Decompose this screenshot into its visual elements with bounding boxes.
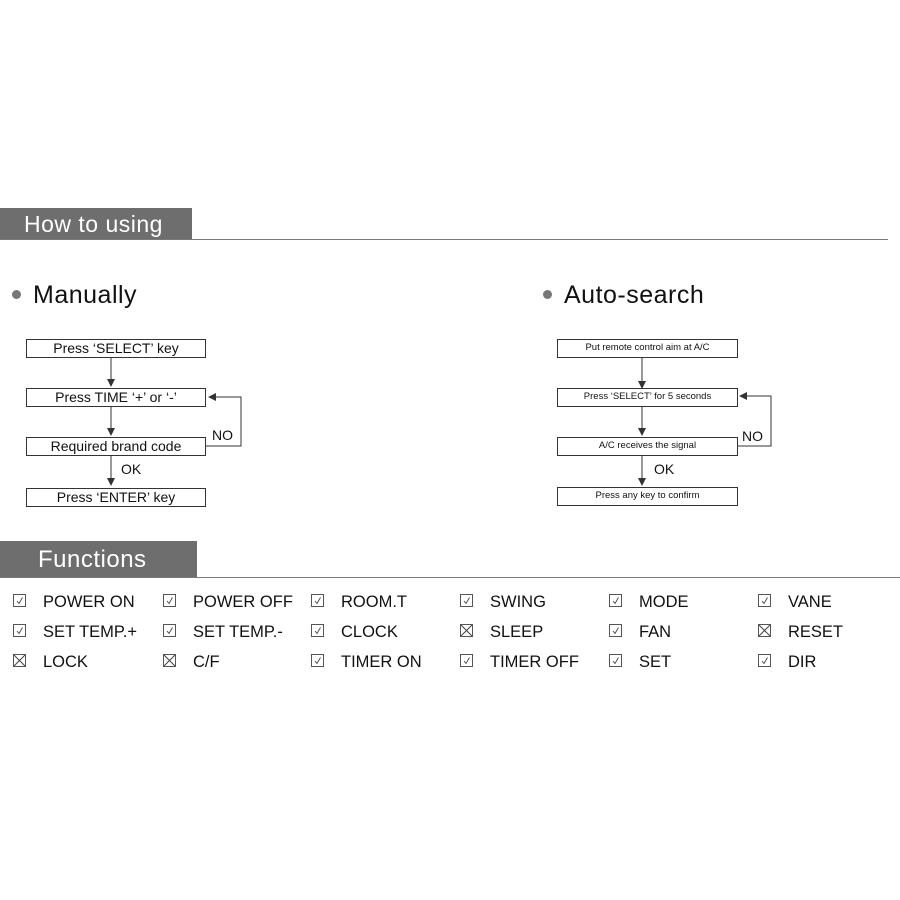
supported-check-icon — [311, 624, 324, 637]
supported-check-icon — [460, 594, 473, 607]
function-item — [163, 593, 293, 612]
function-label: TIMER OFF — [490, 653, 579, 671]
unsupported-box-icon — [460, 624, 473, 637]
manual-no-label: NO — [212, 427, 233, 443]
supported-check-icon — [609, 594, 622, 607]
function-label: ROOM.T — [341, 593, 407, 611]
function-item — [13, 653, 88, 672]
function-label: FAN — [639, 623, 672, 641]
function-label: SET TEMP.- — [193, 623, 283, 641]
supported-check-icon — [758, 654, 771, 667]
function-item — [609, 623, 671, 642]
function-label: POWER OFF — [193, 593, 293, 611]
function-item — [311, 593, 407, 612]
auto-title-text: Auto-search — [564, 281, 705, 309]
function-item — [13, 623, 137, 642]
unsupported-box-icon — [163, 654, 176, 667]
manual-title-text: Manually — [33, 281, 138, 309]
function-label: MODE — [639, 593, 689, 611]
function-item — [609, 653, 671, 672]
unsupported-box-icon — [758, 624, 771, 637]
supported-check-icon — [609, 624, 622, 637]
function-label: SET — [639, 653, 672, 671]
function-item — [460, 653, 579, 672]
function-label: VANE — [788, 593, 832, 611]
function-label: CLOCK — [341, 623, 398, 641]
function-item — [311, 653, 422, 672]
function-label: RESET — [788, 623, 844, 641]
manual-ok-label: OK — [121, 461, 142, 477]
function-label: C/F — [193, 653, 220, 671]
auto-no-label: NO — [742, 428, 763, 444]
manual-step-select: Press ‘SELECT’ key — [26, 339, 206, 358]
manual-step-time: Press TIME ‘+’ or ‘-’ — [26, 388, 206, 407]
manual-step-brand-code: Required brand code — [26, 437, 206, 456]
function-item — [758, 653, 816, 672]
supported-check-icon — [460, 654, 473, 667]
function-label: LOCK — [43, 653, 88, 671]
function-label: DIR — [788, 653, 817, 671]
auto-ok-label: OK — [654, 461, 675, 477]
auto-step-select: Press ‘SELECT’ for 5 seconds — [557, 388, 738, 407]
function-item — [609, 593, 689, 612]
functions-divider — [0, 577, 900, 578]
functions-section-header: Functions — [0, 541, 197, 577]
function-item — [163, 623, 283, 642]
supported-check-icon — [311, 594, 324, 607]
supported-check-icon — [13, 594, 26, 607]
manual-step-enter: Press ‘ENTER’ key — [26, 488, 206, 507]
supported-check-icon — [163, 594, 176, 607]
supported-check-icon — [311, 654, 324, 667]
auto-step-confirm: Press any key to confirm — [557, 487, 738, 506]
function-label: SLEEP — [490, 623, 544, 641]
auto-step-receive: A/C receives the signal — [557, 437, 738, 456]
function-item — [13, 593, 135, 612]
how-to-section-header: How to using — [0, 208, 192, 240]
supported-check-icon — [758, 594, 771, 607]
supported-check-icon — [13, 624, 26, 637]
unsupported-box-icon — [13, 654, 26, 667]
supported-check-icon — [609, 654, 622, 667]
function-item — [311, 623, 398, 642]
function-item — [758, 623, 843, 642]
supported-check-icon — [163, 624, 176, 637]
function-label: POWER ON — [43, 593, 135, 611]
function-label: SWING — [490, 593, 546, 611]
function-item — [758, 593, 832, 612]
function-label: TIMER ON — [341, 653, 422, 671]
auto-step-aim: Put remote control aim at A/C — [557, 339, 738, 358]
function-item — [163, 653, 220, 672]
function-item — [460, 623, 543, 642]
function-label: SET TEMP.+ — [43, 623, 138, 641]
function-item — [460, 593, 546, 612]
